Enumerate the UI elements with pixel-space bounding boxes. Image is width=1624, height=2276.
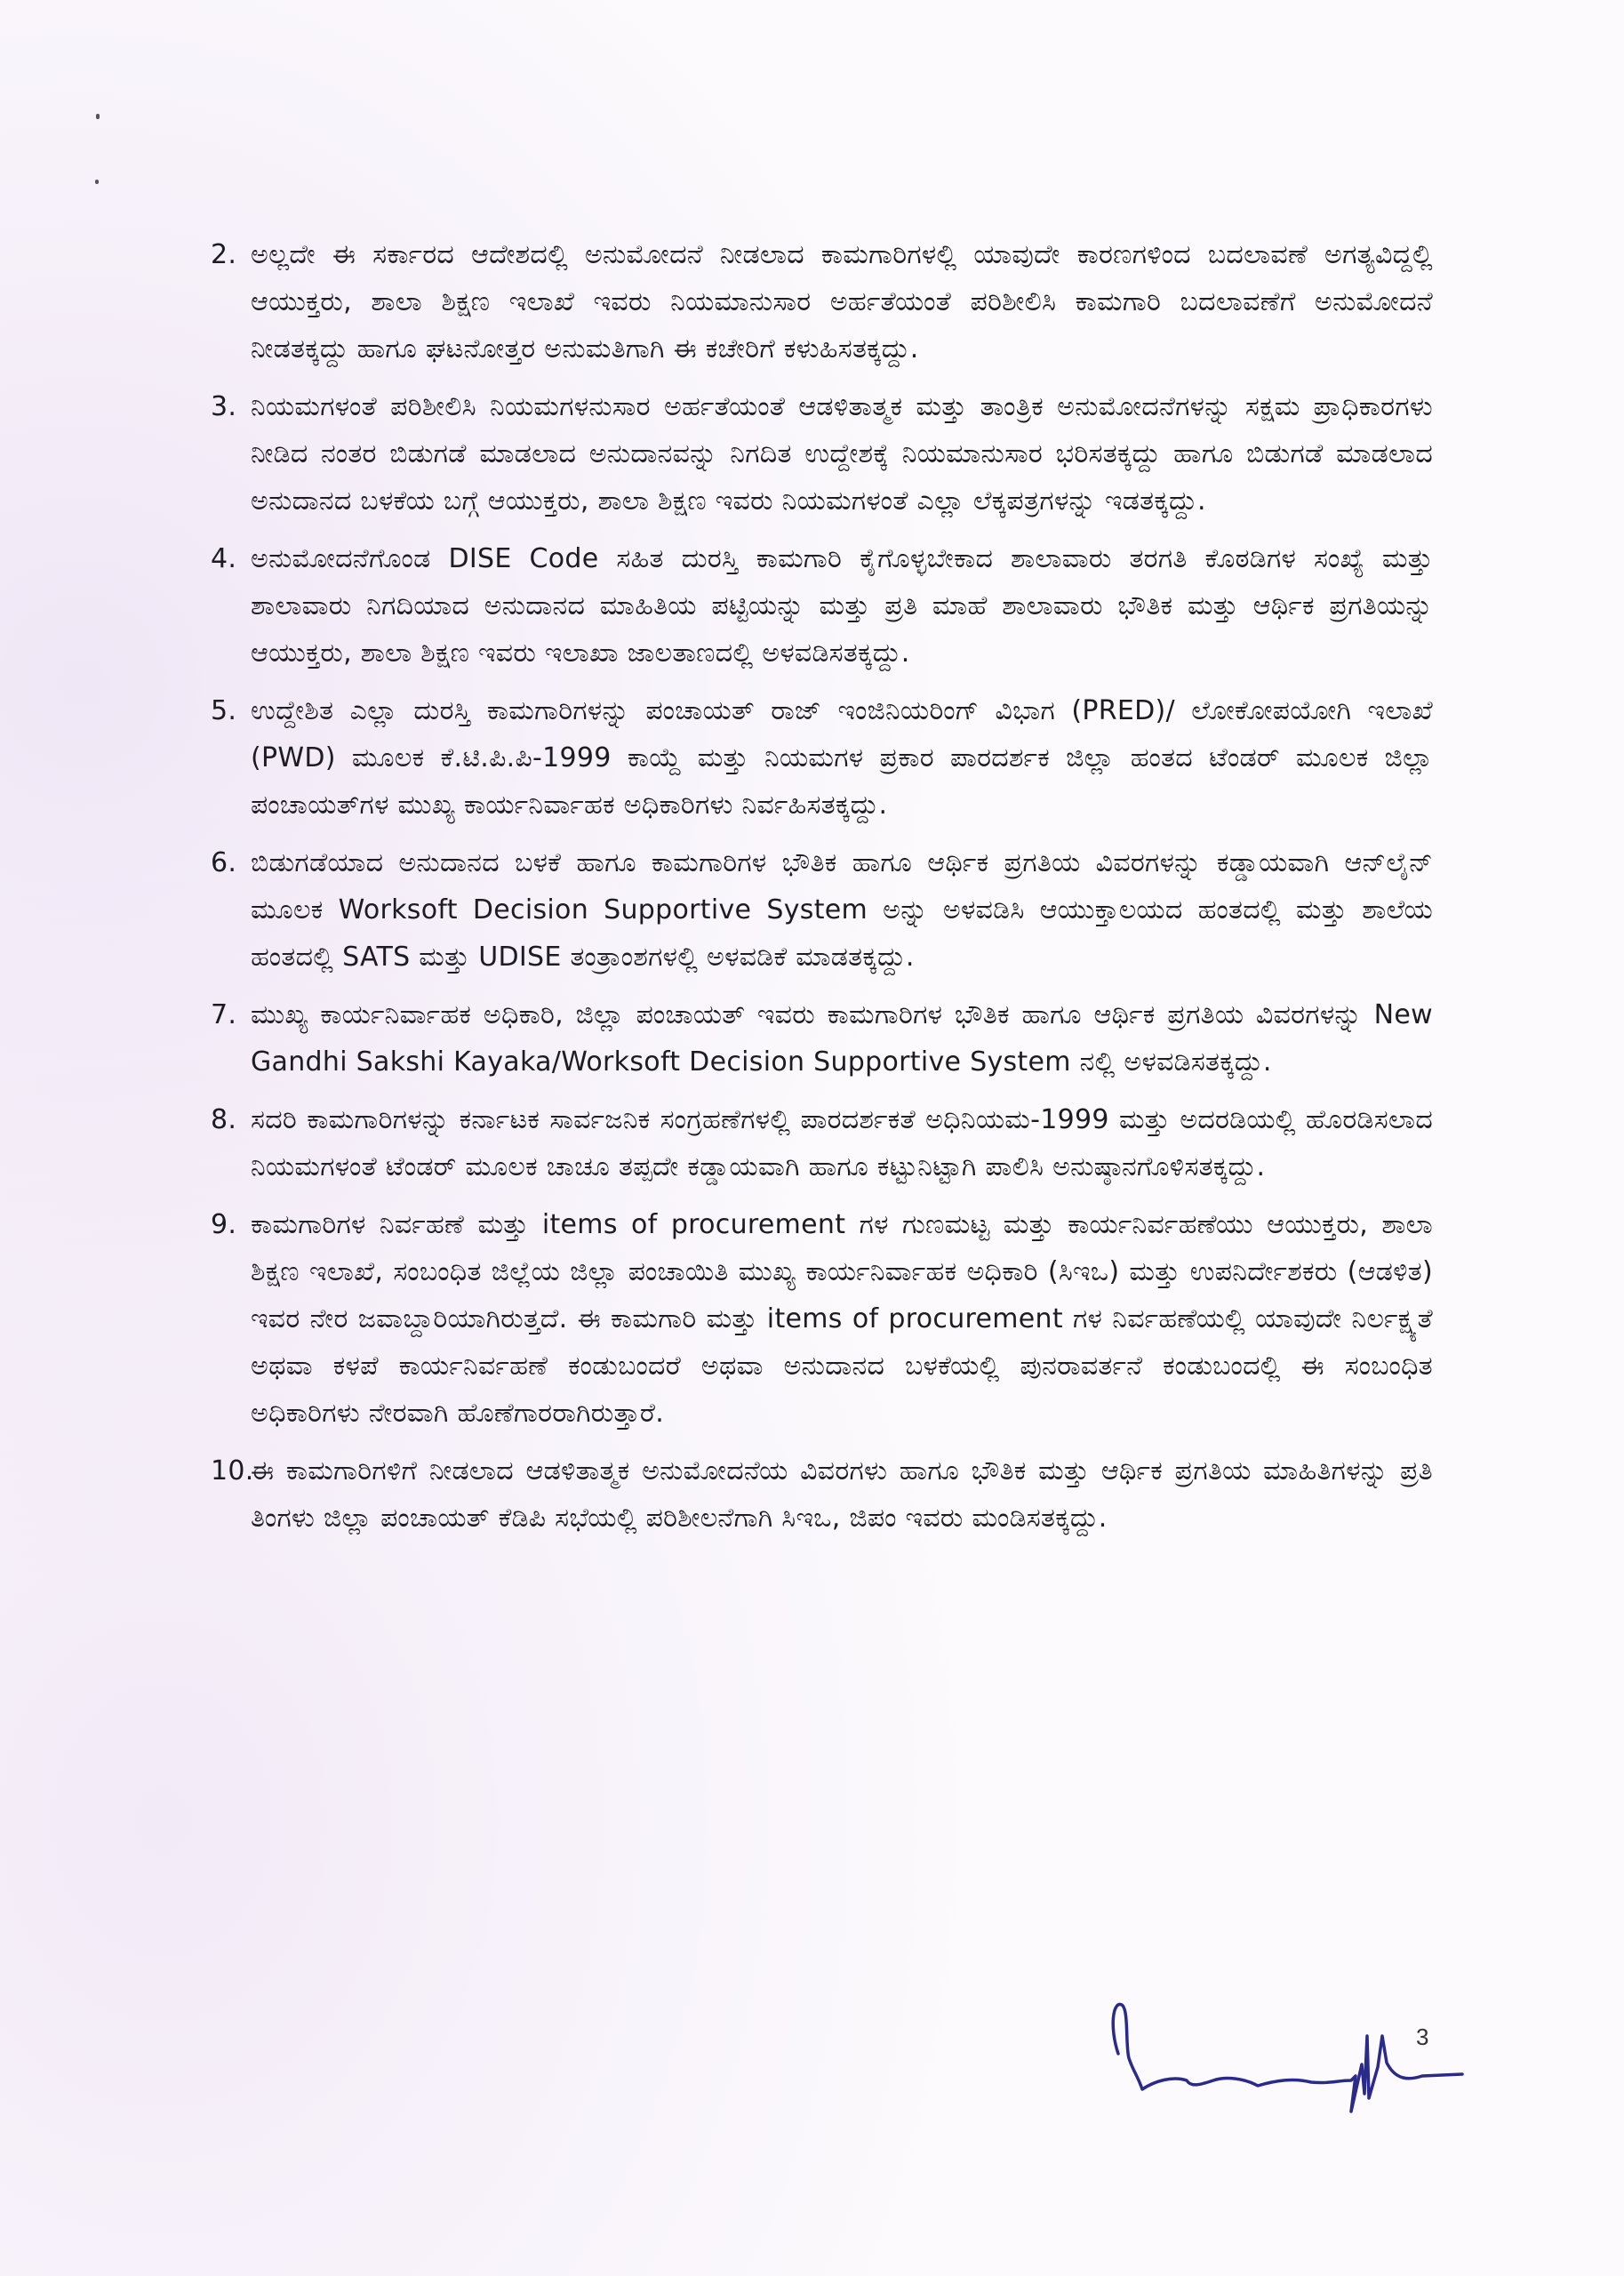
paragraph-text: ಉದ್ದೇಶಿತ ಎಲ್ಲಾ ದುರಸ್ತಿ ಕಾಮಗಾರಿಗಳನ್ನು ಪಂಚಾಯತ್ ರಾಜ್ ಇಂಜಿನಿಯರಿಂಗ್ ವಿಭಾಗ (PRED)/ ಲೋಕೋಪಯೋಗಿ ಇಲಾಖೆ (PWD) ಮೂಲಕ ಕೆ.ಟಿ.ಪಿ.ಪಿ-1999 ಕಾಯ್ದೆ ಮತ್ತು ನಿಯಮಗಳ ಪ್ರಕಾರ ಪಾರದರ್ಶಕ ಜಿಲ್ಲಾ ಹಂತದ ಟೆಂಡರ್ ಮೂಲಕ ಜಿಲ್ಲಾ ಪಂಚಾಯತ್‌ಗಳ ಮುಖ್ಯ ಕಾರ್ಯನಿರ್ವಾಹಕ ಅಧಿಕಾರಿಗಳು ನಿರ್ವಹಿಸತಕ್ಕದ್ದು. (251, 695, 1433, 821)
paragraph-text: ಸದರಿ ಕಾಮಗಾರಿಗಳನ್ನು ಕರ್ನಾಟಕ ಸಾರ್ವಜನಿಕ ಸಂಗ್ರಹಣೆಗಳಲ್ಲಿ ಪಾರದರ್ಶಕತೆ ಅಧಿನಿಯಮ-1999 ಮತ್ತು ಅದರಡಿಯಲ್ಲಿ ಹೊರಡಿಸಲಾದ ನಿಯಮಗಳಂತೆ ಟೆಂಡರ್ ಮೂಲಕ ಚಾಚೂ ತಪ್ಪದೇ ಕಡ್ಡಾಯವಾಗಿ ಹಾಗೂ ಕಟ್ಟುನಿಟ್ಟಾಗಿ ಪಾಲಿಸಿ ಅನುಷ್ಠಾನಗೊಳಿಸತಕ್ಕದ್ದು. (251, 1104, 1433, 1182)
paragraph-number: 8. (211, 1104, 237, 1135)
scan-speck (95, 180, 99, 184)
numbered-paragraph-3 (211, 383, 1433, 525)
paragraph-number: 7. (211, 999, 237, 1030)
numbered-paragraph-4 (211, 535, 1433, 677)
paragraph-text: ಕಾಮಗಾರಿಗಳ ನಿರ್ವಹಣೆ ಮತ್ತು items of procurement ಗಳ ಗುಣಮಟ್ಟ ಮತ್ತು ಕಾರ್ಯನಿರ್ವಹಣೆಯು ಆಯುಕ್ತರು, ಶಾಲಾ ಶಿಕ್ಷಣ ಇಲಾಖೆ, ಸಂಬಂಧಿತ ಜಿಲ್ಲೆಯ ಜಿಲ್ಲಾ ಪಂಚಾಯಿತಿ ಮುಖ್ಯ ಕಾರ್ಯನಿರ್ವಾಹಕ ಅಧಿಕಾರಿ (ಸಿಇಒ) ಮತ್ತು ಉಪನಿರ್ದೇಶಕರು (ಆಡಳಿತ) ಇವರ ನೇರ ಜವಾಬ್ದಾರಿಯಾಗಿರುತ್ತದೆ. ಈ ಕಾಮಗಾರಿ ಮತ್ತು items of procurement ಗಳ ನಿರ್ವಹಣೆಯಲ್ಲಿ ಯಾವುದೇ ನಿರ್ಲಕ್ಷ್ಯತೆ ಅಥವಾ ಕಳಪೆ ಕಾರ್ಯನಿರ್ವಹಣೆ ಕಂಡುಬಂದರೆ ಅಥವಾ ಅನುದಾನದ ಬಳಕೆಯಲ್ಲಿ ಪುನರಾವರ್ತನೆ ಕಂಡುಬಂದಲ್ಲಿ ಈ ಸಂಬಂಧಿತ ಅಧಿಕಾರಿಗಳು ನೇರವಾಗಿ ಹೊಣೆಗಾರರಾಗಿರುತ್ತಾರೆ. (251, 1209, 1433, 1429)
signature-stroke (1113, 2004, 1462, 2112)
paragraph-text: ನಿಯಮಗಳಂತೆ ಪರಿಶೀಲಿಸಿ ನಿಯಮಗಳನುಸಾರ ಅರ್ಹತೆಯಂತೆ ಆಡಳಿತಾತ್ಮಕ ಮತ್ತು ತಾಂತ್ರಿಕ ಅನುಮೋದನೆಗಳನ್ನು ಸಕ್ಷಮ ಪ್ರಾಧಿಕಾರಗಳು ನೀಡಿದ ನಂತರ ಬಿಡುಗಡೆ ಮಾಡಲಾದ ಅನುದಾನವನ್ನು ನಿಗದಿತ ಉದ್ದೇಶಕ್ಕೆ ನಿಯಮಾನುಸಾರ ಭರಿಸತಕ್ಕದ್ದು ಹಾಗೂ ಬಿಡುಗಡೆ ಮಾಡಲಾದ ಅನುದಾನದ ಬಳಕೆಯ ಬಗ್ಗೆ ಆಯುಕ್ತರು, ಶಾಲಾ ಶಿಕ್ಷಣ ಇವರು ನಿಯಮಗಳಂತೆ ಎಲ್ಲಾ ಲೆಕ್ಕಪತ್ರಗಳನ್ನು ಇಡತಕ್ಕದ್ದು. (251, 391, 1433, 517)
document-body (211, 231, 1433, 1552)
paragraph-text: ಬಿಡುಗಡೆಯಾದ ಅನುದಾನದ ಬಳಕೆ ಹಾಗೂ ಕಾಮಗಾರಿಗಳ ಭೌತಿಕ ಹಾಗೂ ಆರ್ಥಿಕ ಪ್ರಗತಿಯ ವಿವರಗಳನ್ನು ಕಡ್ಡಾಯವಾಗಿ ಆನ್‌ಲೈನ್ ಮೂಲಕ Worksoft Decision Supportive System ಅನ್ನು ಅಳವಡಿಸಿ ಆಯುಕ್ತಾಲಯದ ಹಂತದಲ್ಲಿ ಮತ್ತು ಶಾಲೆಯ ಹಂತದಲ್ಲಿ SATS ಮತ್ತು UDISE ತಂತ್ರಾಂಶಗಳಲ್ಲಿ ಅಳವಡಿಕೆ ಮಾಡತಕ್ಕದ್ದು. (251, 847, 1433, 973)
paragraph-text: ಅನುಮೋದನೆಗೊಂಡ DISE Code ಸಹಿತ ದುರಸ್ತಿ ಕಾಮಗಾರಿ ಕೈಗೊಳ್ಳಬೇಕಾದ ಶಾಲಾವಾರು ತರಗತಿ ಕೊಠಡಿಗಳ ಸಂಖ್ಯೆ ಮತ್ತು ಶಾಲಾವಾರು ನಿಗದಿಯಾದ ಅನುದಾನದ ಮಾಹಿತಿಯ ಪಟ್ಟಿಯನ್ನು ಮತ್ತು ಪ್ರತಿ ಮಾಹೆ ಶಾಲಾವಾರು ಭೌತಿಕ ಮತ್ತು ಆರ್ಥಿಕ ಪ್ರಗತಿಯನ್ನು ಆಯುಕ್ತರು, ಶಾಲಾ ಶಿಕ್ಷಣ ಇವರು ಇಲಾಖಾ ಜಾಲತಾಣದಲ್ಲಿ ಅಳವಡಿಸತಕ್ಕದ್ದು. (251, 543, 1433, 669)
paragraph-number: 10. (211, 1455, 254, 1487)
paragraph-number: 9. (211, 1209, 237, 1240)
numbered-paragraph-5 (211, 687, 1433, 829)
paragraph-number: 3. (211, 391, 237, 422)
paragraph-text: ಮುಖ್ಯ ಕಾರ್ಯನಿರ್ವಾಹಕ ಅಧಿಕಾರಿ, ಜಿಲ್ಲಾ ಪಂಚಾಯತ್ ಇವರು ಕಾಮಗಾರಿಗಳ ಭೌತಿಕ ಹಾಗೂ ಆರ್ಥಿಕ ಪ್ರಗತಿಯ ವಿವರಗಳನ್ನು New Gandhi Sakshi Kayaka/Worksoft Decision Supportive System ನಲ್ಲಿ ಅಳವಡಿಸತಕ್ಕದ್ದು. (251, 999, 1433, 1078)
numbered-paragraph-10 (211, 1447, 1433, 1542)
paragraph-number: 6. (211, 847, 237, 878)
numbered-paragraph-7 (211, 991, 1433, 1086)
numbered-paragraph-9 (211, 1201, 1433, 1437)
paragraph-text: ಈ ಕಾಮಗಾರಿಗಳಿಗೆ ನೀಡಲಾದ ಆಡಳಿತಾತ್ಮಕ ಅನುಮೋದನೆಯ ವಿವರಗಳು ಹಾಗೂ ಭೌತಿಕ ಮತ್ತು ಆರ್ಥಿಕ ಪ್ರಗತಿಯ ಮಾಹಿತಿಗಳನ್ನು ಪ್ರತಿ ತಿಂಗಳು ಜಿಲ್ಲಾ ಪಂಚಾಯತ್ ಕೆಡಿಪಿ ಸಭೆಯಲ್ಲಿ ಪರಿಶೀಲನೆಗಾಗಿ ಸಿಇಒ, ಜಿಪಂ ಇವರು ಮಂಡಿಸತಕ್ಕದ್ದು. (251, 1455, 1433, 1534)
numbered-paragraph-8 (211, 1096, 1433, 1190)
numbered-paragraph-6 (211, 839, 1433, 981)
paragraph-number: 2. (211, 239, 237, 270)
paragraph-text: ಅಲ್ಲದೇ ಈ ಸರ್ಕಾರದ ಆದೇಶದಲ್ಲಿ ಅನುಮೋದನೆ ನೀಡಲಾದ ಕಾಮಗಾರಿಗಳಲ್ಲಿ ಯಾವುದೇ ಕಾರಣಗಳಿಂದ ಬದಲಾವಣೆ ಅಗತ್ಯವಿದ್ದಲ್ಲಿ ಆಯುಕ್ತರು, ಶಾಲಾ ಶಿಕ್ಷಣ ಇಲಾಖೆ ಇವರು ನಿಯಮಾನುಸಾರ ಅರ್ಹತೆಯಂತೆ ಪರಿಶೀಲಿಸಿ ಕಾಮಗಾರಿ ಬದಲಾವಣೆಗೆ ಅನುಮೋದನೆ ನೀಡತಕ್ಕದ್ದು ಹಾಗೂ ಘಟನೋತ್ತರ ಅನುಮತಿಗಾಗಿ ಈ ಕಚೇರಿಗೆ ಕಳುಹಿಸತಕ್ಕದ್ದು. (251, 239, 1433, 365)
paragraph-number: 4. (211, 543, 237, 574)
paragraph-number: 5. (211, 695, 237, 726)
page-number: 3 (1416, 2024, 1429, 2050)
scan-speck (96, 114, 100, 119)
signature (1102, 1992, 1476, 2125)
numbered-paragraph-2 (211, 231, 1433, 373)
